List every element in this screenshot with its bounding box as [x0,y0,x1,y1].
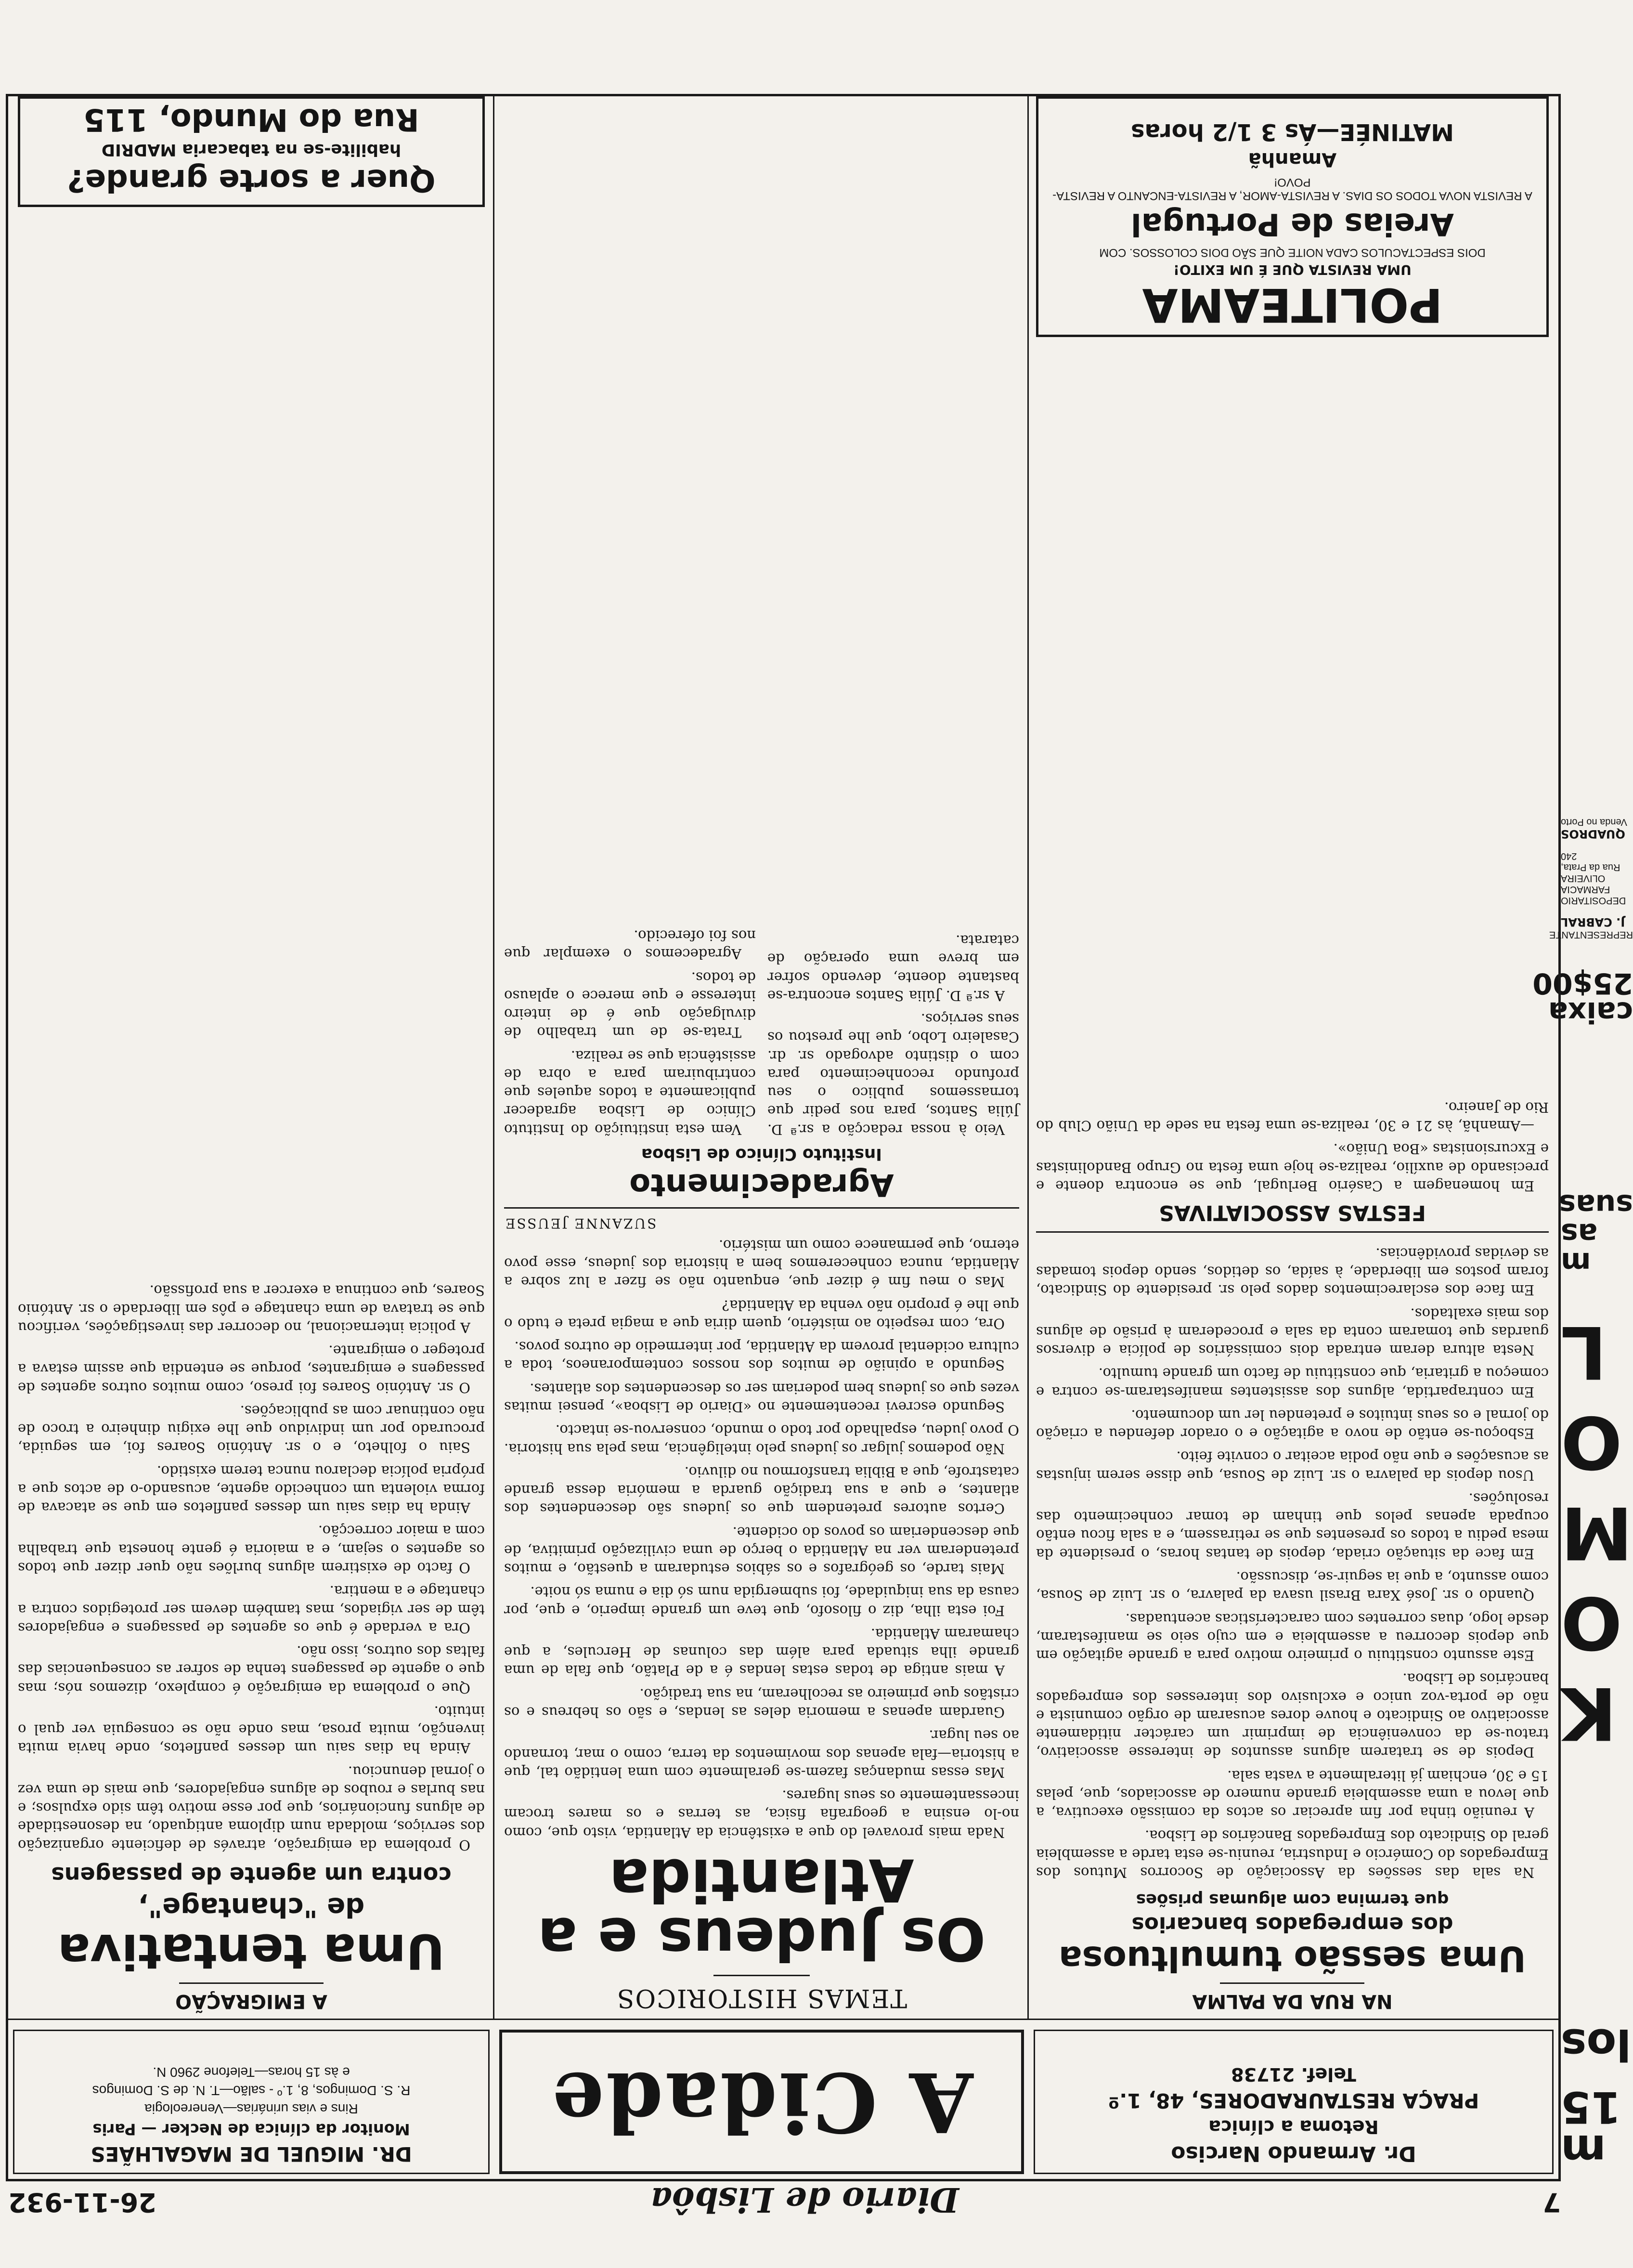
palma-paragraph: Em face dos esclarecimentos dados pelo sr. presidente do Sindicato, foram postos em liberdade, à saída, os detidos, sendo depois tomadas as devidas providências. [1036,1245,1549,1299]
politeama-tagline: UMA REVISTA QUE É UM EXITO! [1173,262,1412,278]
palma-section-heading: NA RUA DA PALMA [1192,1990,1393,2012]
edge-fragment-4: caixa 25$00 [1532,966,1633,1030]
edge-porto: Venda no Porto [1561,817,1627,828]
palma-headline-sub1: dos empregados bancarios [1131,1912,1453,1937]
edge-fragment-3: m as suas [1558,1188,1633,1280]
palma-paragraph: Este assunto constituiu o primeiro motivo para a grande agitação em que depois decorreu a assembleia e em cujo seio se manifestaram, desde logo, duas correntes com características acentuadas. [1036,1610,1549,1664]
palma-rule [1220,1982,1365,1984]
palma-headline-sub2: que termina com algumas prisões [1136,1890,1449,1909]
emigracao-paragraph: Saiu o folheto, e o sr. António Soares foi, em seguida, procurado por um individuo que lhe exigiu dinheiro a troco de não continuar com as publicações. [18,1402,485,1456]
judeus-headline: Os Judeus e a Atlantida [537,1845,986,1973]
emigracao-section-heading: A EMIGRAÇÃO [175,1990,327,2012]
doctor-narciso-phone: Telef. 21738 [1231,2064,1356,2085]
palma-paragraph: Usou depois da palavra o sr. Luiz de Sousa, que disse serem injustas as acusações e que não podia aceitar o convite feito. [1036,1448,1549,1484]
right-column [18,96,485,2013]
doctor-magalhaes-line3: R. S. Domingos, 8, 1.º - salão—T. N. de S. Domingos [92,2083,411,2098]
ads-separator-rule [8,2019,1558,2020]
palma-paragraph: Quando o sr. José Xara Brasil usava da palavra, o sr. Luiz de Sousa, como assunto, a que ia seguir-se, discussão. [1036,1569,1549,1604]
center-column [504,96,1019,2013]
doctor-magalhaes-name: DR. MIGUEL DE MAGALHÃES [91,2142,412,2166]
edge-ad-strip [1532,99,1633,2181]
emigracao-paragraph: O sr. António Soares foi preso, como muitos outros agentes de passagens e emigrantes, porque se entendia que assim estava a proteger o emigrante. [18,1343,485,1396]
agradecimento-paragraph: Veio à nossa redacção a sr.ª D. Júlia Santos, para nos pedir que tornassemos publico o seu profundo reconhecimento para com o distinto advogado sr. dr. Casaleiro Lobo, que lhe prestou os seus serviços. [767,1011,1019,1138]
emigracao-headline-1: Uma tentativa [57,1923,445,1980]
temas-rule [713,1975,810,1976]
edge-pharmacy: FARMACIA OLIVEIRA [1561,873,1610,895]
temas-section-heading: TEMAS HISTORICOS [616,1983,907,2012]
doctor-magalhaes-line2: Rins e vias urinárias—Venereologia [144,2101,358,2116]
judeus-paragraph: Certos autores pretendem que os judeus são descendentes dos atlantes, e que a sua tradição guarda a memória dessa grande catastrofe, que a Biblia transformou no diluvio. [504,1463,1019,1517]
emigracao-article-body [18,1281,485,1854]
judeus-paragraph: Ora, com respeito ao mistério, quem diria que a magia preta e tudo o que lhe é proprio não venha da Atlantida? [504,1297,1019,1332]
palma-headline-main: Uma sessão tumultuosa [1059,1939,1526,1979]
ad-doctor-magalhaes [13,2030,490,2174]
palma-paragraph: A reunião tinha por fim apreciar os actos da comissão executiva, a que levou a uma assembleia grande numero de associados, que, pelas 15 e 30, enchiam já literalmente a vasta sala. [1036,1767,1549,1821]
left-column [1036,96,1549,2013]
instituto-paragraph: Trata-se de um trabalho de divulgação que é de inteiro interesse e que merece o aplauso de todos. [504,969,756,1041]
ad-doctor-narciso [1034,2030,1554,2174]
doctor-narciso-name: Dr. Armando Narciso [1171,2141,1416,2166]
emigracao-paragraph: A policia internacional, no decorrer das investigações, verificou que se tratava de uma chantage e pôs em liberdade o sr. António Soares, que continua a exercer a sua profissão. [18,1282,485,1336]
politeama-revue: A REVISTA NOVA TODOS OS DIAS. A REVISTA-AMOR, A REVISTA-ENCANTO A REVISTA-POVO! [1052,176,1532,202]
palma-paragraph: Esboçou-se então de novo a agitação e o orador defendeu a criação do jornal e os seus intuitos e pretendeu ler um documento. [1036,1407,1549,1442]
judeus-paragraph: Guardam apenas a memoria deles as lendas, e são os hebreus e os cristãos que primeiro as recolheram, na sua tradição. [504,1685,1019,1721]
agradecimento-rule [504,1207,1019,1209]
judeus-paragraph: A mais antiga de todas estas lendas é a de Platão, que fala de uma grande ilha situada para além das colunas de Hercules, a que chamaram Atlantida. [504,1625,1019,1679]
palma-paragraph: Em contrapartida, alguns dos assistentes manifestaram-se contra e começou a gritaria, que constituiu de facto um grande tumulto. [1036,1365,1549,1400]
palma-paragraph: Depois de se tratarem alguns assuntos de interesse associativo, tratou-se da conveniência de imprimir um carácter nitidamente associativo ao Sindicato e houve dores acusaram de orgão comunista e não de porta-voz unico e exclusivo dos interesses dos empregados bancários de Lisboa. [1036,1670,1549,1761]
newspaper-title: Diario de Lisbôa [650,2180,959,2220]
instituto-heading: Instituto Clínico de Lisboa [641,1145,882,1164]
politeama-matinee: MATINÉE—Ás 3 1/2 horas [1131,118,1454,145]
festas-paragraph: —Amanhã, às 21 e 30, realiza-se uma festa na sede da União Club do Rio de Janeiro. [1036,1099,1549,1134]
agradecimento-paragraph: A sr.ª D. Júlia Santos encontra-se bastante doente, devendo sofrer em breve uma operação de catarata. [767,932,1019,1004]
edge-fragment-2: los [1561,2019,1632,2070]
ad-lottery [18,96,485,207]
page-number: 7 [1542,2187,1561,2217]
edge-quadros: QUADROS [1561,827,1625,841]
emigracao-paragraph: Ainda ha dias saiu um desses panfletos em que se atacava de forma violenta um conhecido agente, acusando-o de actos que a própria polícia declarou nunca terem existido. [18,1462,485,1516]
judeus-paragraph: Segundo a opinião de muitos dos nossos contemporaneos, toda a cultura ocidental provem da Atlantida, por intermedio de outros povos. [504,1339,1019,1374]
doctor-narciso-line1: Retoma a clínica [1208,2116,1379,2138]
politeama-tomorrow: Amanhã [1248,148,1337,170]
edge-fragment-1: m 15 [1561,2082,1621,2176]
judeus-paragraph: Foi esta ilha, diz o filosofo, que teve um grande imperio, e que, por causa da sua iniquidade, foi submergida num só dia e numa só noite. [504,1584,1019,1619]
judeus-paragraph: Mas o meu fim é dizer que, enquanto não se fizer a luz sobre a Atlantida, nunca conheceremos bem a historia dos judeus, esse povo eterno, que permanece como um mistério. [504,1237,1019,1290]
lottery-line-1: Quer a sorte grande? [67,162,436,198]
issue-date: 26-11-932 [8,2187,156,2217]
edge-pharmacy-address: Rua da Prata, 240 [1561,851,1620,873]
lottery-line-2: habilite-se na tabacaria MADRID [101,140,402,159]
emigracao-headline-3: contra um agente de passagens [51,1862,452,1888]
emigracao-paragraph: Que o problema da emigração é complexo, dizemos nós; mas que o agente de passagens tenha de sofrer as consequencias das faltas dos outros, isso não. [18,1643,485,1696]
festas-heading: FESTAS ASSOCIATIVAS [1159,1200,1426,1225]
ad-a-cidade [499,2030,1024,2174]
edge-cabral: J. CABRAL [1561,915,1625,929]
edge-big-letters: K O M O L [1561,1310,1633,1755]
agradecimento-heading: Agradecimento [629,1166,894,1202]
agradecimento-body-2 [504,922,756,1139]
festas-paragraph: Em homenagem a Casério Berlugal, que se encontra doente e precisando de auxílio, realiza-se hoje uma festa no Grupo Bandolinistas e Excursionistas «Boa União». [1036,1141,1549,1194]
emigracao-paragraph: O facto de existirem alguns burlões não quer dizer que todos os agentes o sejam, e a maioria é gente honesta que trabalha com a maior correcção. [18,1523,485,1576]
judeus-paragraph: Segundo escrevi recentemente no «Diario de Lisboa», pensei muitas vezes que os judeus bem poderiam ser os descendentes dos atlantes. [504,1380,1019,1416]
doctor-magalhaes-line1: Monitor da clínica de Necker — Paris [92,2120,410,2138]
masthead [8,2180,1561,2220]
judeus-paragraph: Mais tarde, os geógrafos e os sábios estudaram a questão, e muitos pretenderam ver na Atlantida o berço de uma civilização primitiva, de que descenderiam os povos do ocidente. [504,1524,1019,1577]
palma-article-body [1036,1239,1549,1882]
festas-body [1036,1098,1549,1195]
emigracao-paragraph: O problema da emigração, através de deficiente organização dos serviços, moldada num diploma antiquado, na desonestidade de alguns funcionários, que por esse motivo têm sido expulsos; e nas burlas e roubos de alguns engajadores, que mais de uma vez o jornal denunciou. [18,1763,485,1853]
palma-paragraph: Em face da situação criada, depois de tantas horas, o presidente da mesa pediu a todos os presentes que se retirassem, e a sala ficou então ocupada apenas pelos que tinham de tomar conhecimento das resoluções. [1036,1490,1549,1562]
instituto-paragraph: Vem esta instituição do Instituto Clínico de Lisboa agradecer publicamente a todos aqueles que contribuiram para a obra de assistência que se realiza. [504,1047,756,1138]
ad-politeama [1036,96,1549,337]
lottery-line-3: Rua do Mundo, 115 [83,102,419,137]
doctor-narciso-address: PRAÇA RESTAURADORES, 48, 1.º [1108,2089,1479,2112]
emigracao-paragraph: Ainda ha dias saiu um desses panfletos, onde havia muita invenção, muita prosa, mas onde não se conseguia ver qual o intuito. [18,1703,485,1757]
emigracao-rule [179,1982,324,1984]
edge-representante: REPRESENTANTE [1549,929,1633,940]
page-frame [6,94,1561,2181]
festas-rule [1036,1231,1549,1233]
palma-paragraph: Na sala das sessões da Associação de Socorros Mutuos dos Empregados do Comércio e Industria, reuniu-se esta tarde a assembleia geral do Sindicato dos Empregados Bancários de Lisboa. [1036,1827,1549,1881]
judeus-signature: SUZANNE JEUSSE [504,1215,657,1231]
column-rule-1 [1027,96,1029,2020]
agradecimento-columns [504,922,1019,1139]
emigracao-paragraph: Ora a verdade é que os agentes de passagens e engajadores têm de ser vigiados, mas também devem ser protegidos contra a chantage e a mentira. [18,1583,485,1636]
instituto-paragraph: Agradecemos o exemplar que nos foi oferecido. [504,927,756,963]
politeama-name: POLITEAMA [1142,278,1443,332]
judeus-paragraph: Mas essas mudanças fazem-se geralmente com uma lentidão tal, que a historia—fala apenas dos movimentos da terra, como o mar, tornando ao seu lugar. [504,1727,1019,1781]
judeus-article-body [504,1236,1019,1842]
top-ads-band [8,2020,1558,2179]
edge-depositario: DEPOSITARIO [1561,895,1626,906]
palma-paragraph: Nesta altura deram entrada dois comissários de polícia e diversos guardas que tomaram conta da sala e procederam à prisão de alguns dos mais exaltados. [1036,1305,1549,1359]
judeus-paragraph: Não podemos julgar os judeus pelo inteligência, mas pela sua historia. O povo judeu, espalhado por todo o mundo, conservou-se intacto. [504,1422,1019,1457]
politeama-show: Areias de Portugal [1130,206,1454,242]
a-cidade-logo: A Cidade [550,2054,973,2150]
agradecimento-body-1 [767,922,1019,1139]
doctor-magalhaes-line4: e às 15 horas—Telefone 2960 N. [153,2065,350,2080]
column-rule-2 [493,96,494,2020]
politeama-line: DOIS ESPECTACULOS CADA NOITE QUE SÃO DOIS COLOSSOS. COM [1099,246,1486,259]
emigracao-headline-2: de "chantage", [138,1891,365,1923]
judeus-paragraph: Nada mais provavel do que a existência da Atlantida, visto que, como no-lo ensina a geografia fisica, as terras e os mares trocam incessantemente os seus lugares. [504,1787,1019,1841]
